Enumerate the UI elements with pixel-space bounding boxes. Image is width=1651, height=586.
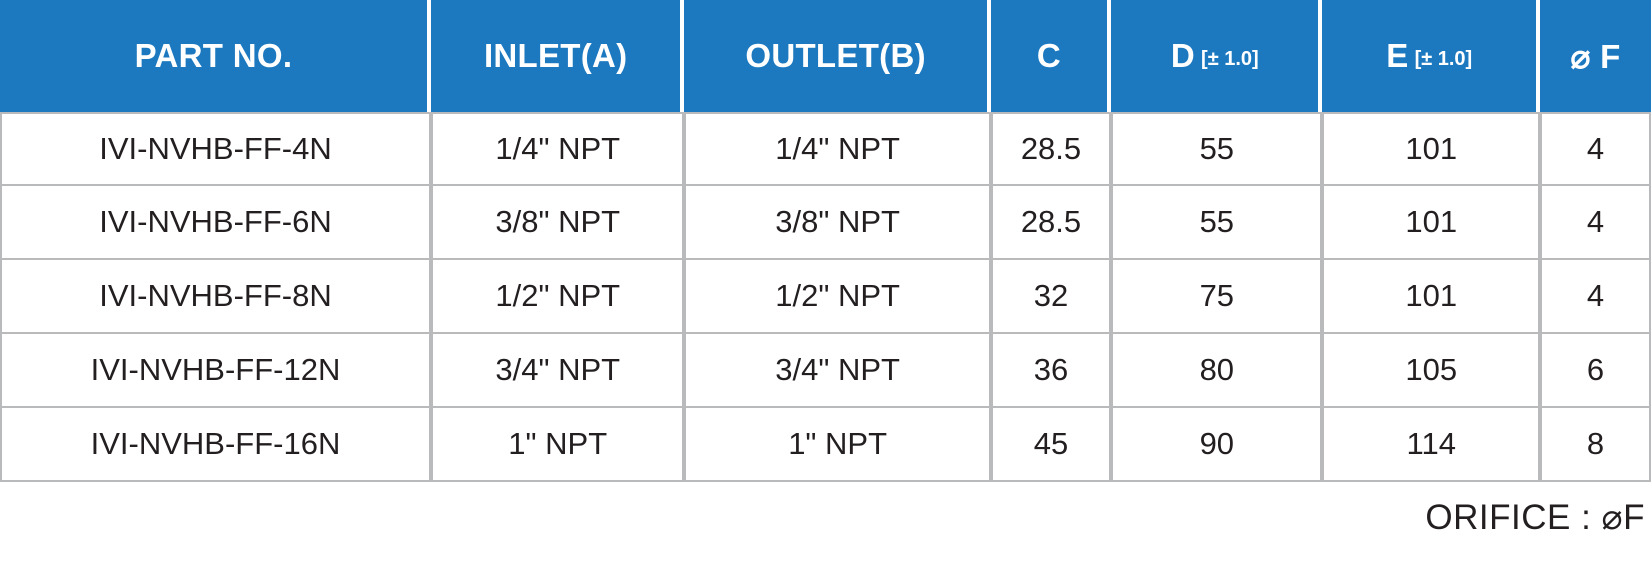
cell-f: 4 xyxy=(1540,186,1651,260)
cell-f: 4 xyxy=(1540,112,1651,186)
column-header-label: D xyxy=(1170,37,1196,74)
header-row xyxy=(0,0,1651,112)
column-header-orifice-f xyxy=(1540,0,1651,112)
table-row xyxy=(0,186,1651,260)
cell-c: 28.5 xyxy=(991,186,1111,260)
column-header-e xyxy=(1322,0,1540,112)
table-row xyxy=(0,334,1651,408)
cell-d: 75 xyxy=(1111,260,1322,334)
cell-f: 6 xyxy=(1540,334,1651,408)
column-header-label: PART NO. xyxy=(134,37,293,74)
column-header-label: INLET(A) xyxy=(483,37,628,74)
cell-e: 105 xyxy=(1322,334,1540,408)
cell-c: 32 xyxy=(991,260,1111,334)
cell-inlet: 1" NPT xyxy=(431,408,685,482)
cell-d: 55 xyxy=(1111,112,1322,186)
table-row xyxy=(0,260,1651,334)
cell-inlet: 1/4" NPT xyxy=(431,112,685,186)
cell-e: 101 xyxy=(1322,260,1540,334)
column-header-label: OUTLET(B) xyxy=(745,37,926,74)
cell-c: 45 xyxy=(991,408,1111,482)
column-header-label: C xyxy=(1036,37,1062,74)
cell-outlet: 1" NPT xyxy=(684,408,990,482)
column-header-label: E xyxy=(1386,37,1409,74)
column-header-d xyxy=(1111,0,1322,112)
cell-e: 101 xyxy=(1322,186,1540,260)
cell-c: 36 xyxy=(991,334,1111,408)
cell-outlet: 3/8" NPT xyxy=(684,186,990,260)
column-header-c xyxy=(991,0,1111,112)
column-header-label: ⌀ F xyxy=(1570,37,1621,75)
cell-part-no: IVI-NVHB-FF-16N xyxy=(0,408,431,482)
table-header xyxy=(0,0,1651,112)
cell-outlet: 1/2" NPT xyxy=(684,260,990,334)
cell-outlet: 1/4" NPT xyxy=(684,112,990,186)
column-header-inlet xyxy=(431,0,685,112)
cell-d: 55 xyxy=(1111,186,1322,260)
cell-e: 101 xyxy=(1322,112,1540,186)
cell-inlet: 3/8" NPT xyxy=(431,186,685,260)
cell-inlet: 3/4" NPT xyxy=(431,334,685,408)
table-body xyxy=(0,112,1651,482)
cell-d: 80 xyxy=(1111,334,1322,408)
cell-inlet: 1/2" NPT xyxy=(431,260,685,334)
column-header-tolerance: [± 1.0] xyxy=(1201,48,1259,70)
column-header-outlet xyxy=(684,0,990,112)
cell-e: 114 xyxy=(1322,408,1540,482)
cell-outlet: 3/4" NPT xyxy=(684,334,990,408)
cell-part-no: IVI-NVHB-FF-6N xyxy=(0,186,431,260)
table-row xyxy=(0,112,1651,186)
cell-part-no: IVI-NVHB-FF-8N xyxy=(0,260,431,334)
cell-f: 4 xyxy=(1540,260,1651,334)
column-header-part-no xyxy=(0,0,431,112)
orifice-note: ORIFICE : ⌀F xyxy=(1425,498,1645,537)
cell-part-no: IVI-NVHB-FF-12N xyxy=(0,334,431,408)
cell-d: 90 xyxy=(1111,408,1322,482)
cell-part-no: IVI-NVHB-FF-4N xyxy=(0,112,431,186)
cell-f: 8 xyxy=(1540,408,1651,482)
column-header-tolerance: [± 1.0] xyxy=(1414,48,1473,70)
cell-c: 28.5 xyxy=(991,112,1111,186)
table-row xyxy=(0,408,1651,482)
